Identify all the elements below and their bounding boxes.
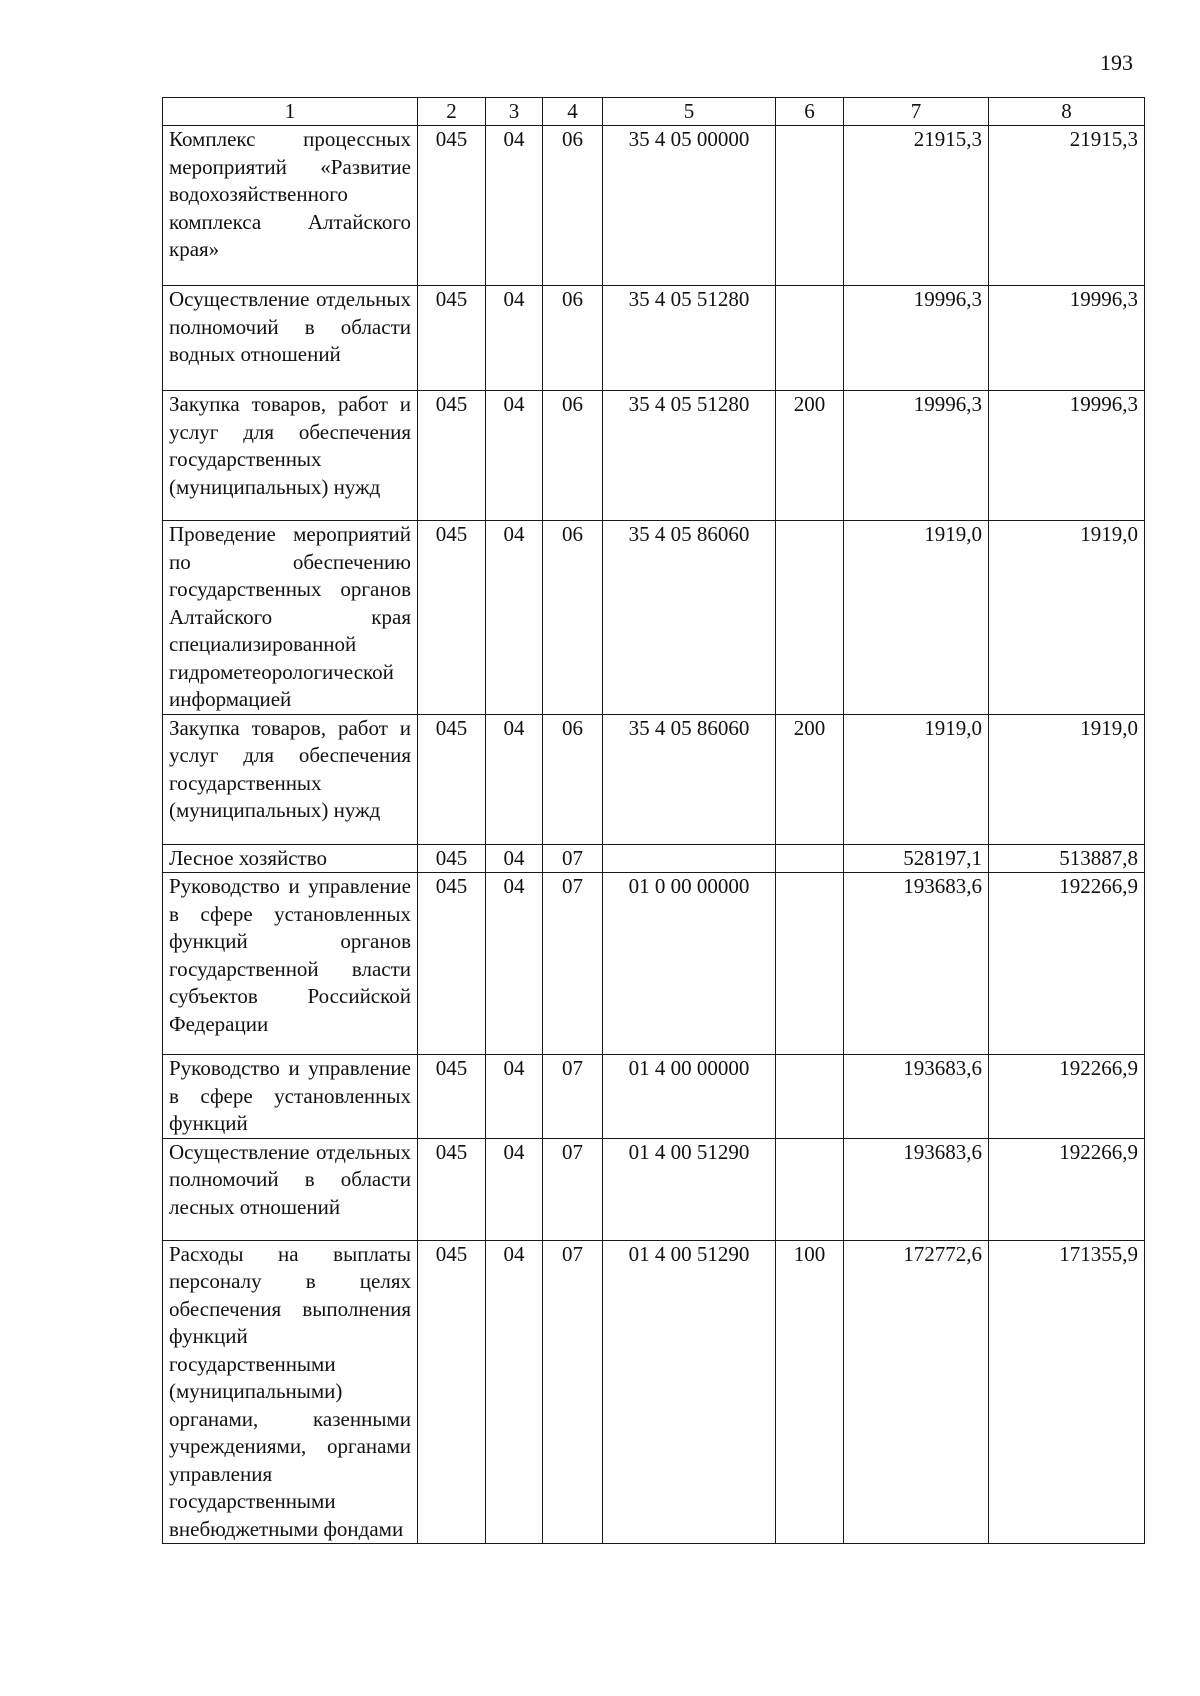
table-row [163, 286, 1145, 391]
admin-code-cell: 045 [418, 126, 486, 286]
subsection-cell: 06 [543, 391, 603, 521]
amount-year1-cell: 172772,6 [844, 1240, 989, 1544]
admin-code-cell: 045 [418, 1240, 486, 1544]
column-header: 2 [418, 98, 486, 126]
table-row [163, 1138, 1145, 1240]
table-row [163, 1055, 1145, 1139]
table-body [163, 126, 1145, 1544]
admin-code-cell: 045 [418, 714, 486, 844]
expense-type-cell [776, 286, 844, 391]
admin-code-cell: 045 [418, 391, 486, 521]
target-article-cell: 35 4 05 51280 [603, 286, 776, 391]
section-cell: 04 [486, 126, 543, 286]
target-article-cell: 35 4 05 86060 [603, 521, 776, 715]
admin-code-cell: 045 [418, 521, 486, 715]
table-row [163, 391, 1145, 521]
subsection-cell: 06 [543, 714, 603, 844]
amount-year1-cell: 19996,3 [844, 286, 989, 391]
amount-year2-cell: 19996,3 [989, 391, 1145, 521]
expense-type-cell [776, 521, 844, 715]
item-name-cell: Закупка товаров, работ и услуг для обеспечения государственных (муниципальных) нужд [163, 391, 418, 521]
section-cell: 04 [486, 391, 543, 521]
column-header: 1 [163, 98, 418, 126]
amount-year1-cell: 21915,3 [844, 126, 989, 286]
table-row [163, 714, 1145, 844]
column-header: 3 [486, 98, 543, 126]
section-cell: 04 [486, 1138, 543, 1240]
subsection-cell: 07 [543, 873, 603, 1055]
amount-year1-cell: 1919,0 [844, 521, 989, 715]
subsection-cell: 06 [543, 286, 603, 391]
item-name-cell: Руководство и управление в сфере установленных функций [163, 1055, 418, 1139]
section-cell: 04 [486, 1055, 543, 1139]
item-name-cell: Осуществление отдельных полномочий в области водных отношений [163, 286, 418, 391]
expense-type-cell [776, 873, 844, 1055]
amount-year1-cell: 193683,6 [844, 1055, 989, 1139]
admin-code-cell: 045 [418, 844, 486, 873]
item-name-cell: Проведение мероприятий по обеспечению государственных органов Алтайского края специализированной гидрометеорологической информацией [163, 521, 418, 715]
amount-year1-cell: 193683,6 [844, 873, 989, 1055]
amount-year2-cell: 192266,9 [989, 1138, 1145, 1240]
header-row [163, 98, 1145, 126]
admin-code-cell: 045 [418, 873, 486, 1055]
amount-year1-cell: 528197,1 [844, 844, 989, 873]
table-row [163, 126, 1145, 286]
expense-type-cell: 200 [776, 391, 844, 521]
amount-year1-cell: 1919,0 [844, 714, 989, 844]
admin-code-cell: 045 [418, 1055, 486, 1139]
subsection-cell: 07 [543, 1240, 603, 1544]
amount-year2-cell: 192266,9 [989, 1055, 1145, 1139]
target-article-cell: 01 4 00 51290 [603, 1240, 776, 1544]
section-cell: 04 [486, 521, 543, 715]
table-row [163, 873, 1145, 1055]
item-name-cell: Закупка товаров, работ и услуг для обеспечения государственных (муниципальных) нужд [163, 714, 418, 844]
target-article-cell: 35 4 05 00000 [603, 126, 776, 286]
section-cell: 04 [486, 873, 543, 1055]
subsection-cell: 06 [543, 521, 603, 715]
expense-type-cell [776, 1138, 844, 1240]
amount-year2-cell: 21915,3 [989, 126, 1145, 286]
amount-year2-cell: 171355,9 [989, 1240, 1145, 1544]
target-article-cell: 35 4 05 86060 [603, 714, 776, 844]
target-article-cell [603, 844, 776, 873]
subsection-cell: 07 [543, 844, 603, 873]
admin-code-cell: 045 [418, 286, 486, 391]
target-article-cell: 01 4 00 00000 [603, 1055, 776, 1139]
column-header: 8 [989, 98, 1145, 126]
item-name-cell: Комплекс процессных мероприятий «Развитие водохозяйственного комплекса Алтайского края» [163, 126, 418, 286]
target-article-cell: 01 0 00 00000 [603, 873, 776, 1055]
subsection-cell: 07 [543, 1138, 603, 1240]
target-article-cell: 01 4 00 51290 [603, 1138, 776, 1240]
amount-year1-cell: 19996,3 [844, 391, 989, 521]
subsection-cell: 06 [543, 126, 603, 286]
amount-year2-cell: 513887,8 [989, 844, 1145, 873]
expense-type-cell [776, 126, 844, 286]
amount-year2-cell: 1919,0 [989, 521, 1145, 715]
amount-year2-cell: 192266,9 [989, 873, 1145, 1055]
column-header: 7 [844, 98, 989, 126]
expense-type-cell: 100 [776, 1240, 844, 1544]
section-cell: 04 [486, 1240, 543, 1544]
table-row [163, 521, 1145, 715]
page-number: 193 [1100, 50, 1133, 75]
item-name-cell: Осуществление отдельных полномочий в области лесных отношений [163, 1138, 418, 1240]
section-cell: 04 [486, 844, 543, 873]
item-name-cell: Лесное хозяйство [163, 844, 418, 873]
section-cell: 04 [486, 714, 543, 844]
admin-code-cell: 045 [418, 1138, 486, 1240]
column-header: 4 [543, 98, 603, 126]
amount-year2-cell: 19996,3 [989, 286, 1145, 391]
section-cell: 04 [486, 286, 543, 391]
expense-type-cell [776, 844, 844, 873]
subsection-cell: 07 [543, 1055, 603, 1139]
budget-table [162, 97, 1145, 1544]
table-row [163, 844, 1145, 873]
expense-type-cell [776, 1055, 844, 1139]
item-name-cell: Расходы на выплаты персоналу в целях обеспечения выполнения функций государственными (муниципальными) органами, казенными учреждениями, органами управления государственными внебюджетными фондами [163, 1240, 418, 1544]
item-name-cell: Руководство и управление в сфере установленных функций органов государственной власти субъектов Российской Федерации [163, 873, 418, 1055]
amount-year2-cell: 1919,0 [989, 714, 1145, 844]
table-row [163, 1240, 1145, 1544]
target-article-cell: 35 4 05 51280 [603, 391, 776, 521]
column-header: 5 [603, 98, 776, 126]
column-header: 6 [776, 98, 844, 126]
expense-type-cell: 200 [776, 714, 844, 844]
amount-year1-cell: 193683,6 [844, 1138, 989, 1240]
